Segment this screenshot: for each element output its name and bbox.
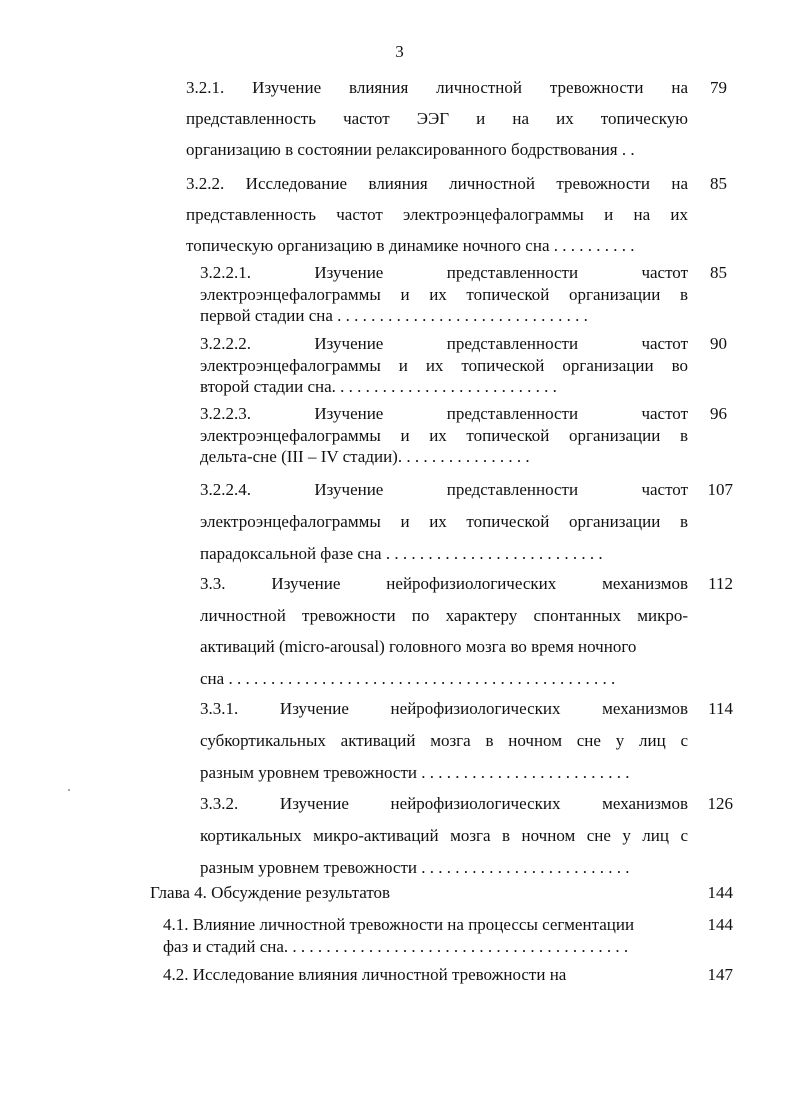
toc-entry-page: 90: [710, 334, 727, 353]
toc-entry-line: 4.1. Влияние личностной тревожности на процессы сегментации: [163, 915, 635, 934]
toc-entry: [200, 788, 733, 884]
toc-entry-line: разным уровнем тревожности . . . . . . . . . . . . . . . . . . . . . . . . .: [200, 763, 630, 782]
toc-entry: [186, 168, 727, 261]
toc-entry-line: дельта-сне (III – IV стадии). . . . . . . . . . . . . . . .: [200, 447, 530, 466]
toc-entry-line: электроэнцефалограммы и их топической организации в: [200, 512, 688, 531]
toc-entry-line: сна . . . . . . . . . . . . . . . . . . . . . . . . . . . . . . . . . . . . . . . . . . . . . .: [200, 668, 616, 688]
toc-entry: [163, 964, 733, 986]
toc-entry-page: 107: [707, 480, 733, 499]
toc-entry-line: кортикальных микро-активаций мозга в ночном сне у лиц с: [200, 826, 688, 845]
toc-entry-line: субкортикальных активаций мозга в ночном сне у лиц с: [200, 731, 688, 750]
toc-entry: [200, 333, 727, 398]
toc-entry-line: 3.2.2. Исследование влияния личностной тревожности на: [186, 174, 688, 193]
toc-entry-title: [163, 914, 683, 957]
toc-entry: [200, 568, 733, 694]
toc-entry-page: 112: [708, 574, 733, 593]
toc-entry-line: разным уровнем тревожности . . . . . . . . . . . . . . . . . . . . . . . . .: [200, 858, 630, 877]
toc-entry-page: 114: [708, 699, 733, 718]
toc-entry-line: топическую организацию в динамике ночного сна . . . . . . . . . .: [186, 236, 635, 255]
toc-entry-title: [186, 168, 688, 261]
toc-entry-page: 85: [710, 174, 727, 193]
toc-entry-page: 96: [710, 404, 727, 423]
scan-speck: [68, 789, 70, 791]
toc-entry-line: личностной тревожности по характеру спонтанных микро-: [200, 605, 688, 625]
toc-entry-title: [200, 693, 688, 789]
toc-entry: [200, 262, 727, 327]
toc-entry-page: 85: [710, 263, 727, 282]
toc-entry-title: [186, 72, 688, 165]
toc-entry-line: Глава 4. Обсуждение результатов: [150, 883, 391, 902]
toc-entry-page: 79: [710, 78, 727, 97]
toc-entry-page: 144: [707, 915, 733, 934]
toc-entry-line: 3.2.2.3. Изучение представленности частот: [200, 404, 688, 423]
toc-entry-line: представленность частот электроэнцефалограммы и на их: [186, 205, 688, 224]
toc-entry-page: 147: [707, 965, 733, 984]
toc-entry-line: 3.2.2.1. Изучение представленности частот: [200, 263, 688, 282]
toc-entry-line: 3.2.2.2. Изучение представленности частот: [200, 334, 688, 353]
toc-entry-title: [200, 403, 688, 468]
toc-entry: [163, 914, 733, 957]
toc-entry-page: 144: [707, 883, 733, 902]
toc-entry-title: [200, 262, 688, 327]
toc-entry-title: [200, 474, 688, 570]
toc-entry: [200, 474, 733, 570]
toc-entry: [186, 72, 727, 165]
toc-entry-title: [150, 882, 690, 904]
toc-entry-title: [200, 568, 688, 694]
toc-entry: [200, 693, 733, 789]
toc-entry-line: 3.3.1. Изучение нейрофизиологических механизмов: [200, 699, 688, 718]
toc-entry-line: электроэнцефалограммы и их топической организации в: [200, 425, 688, 445]
toc-entry-line: второй стадии сна. . . . . . . . . . . . . . . . . . . . . . . . . . .: [200, 377, 557, 396]
toc-entry-title: [200, 788, 688, 884]
toc-entry: [150, 882, 733, 904]
toc-entry-line: 3.3.2. Изучение нейрофизиологических механизмов: [200, 794, 688, 813]
toc-entry-title: [200, 333, 688, 398]
toc-entry-line: 3.2.1. Изучение влияния личностной тревожности на: [186, 78, 688, 97]
toc-entry-line: 3.3. Изучение нейрофизиологических механизмов: [200, 574, 688, 593]
toc-entry-line: организацию в состоянии релаксированного бодрствования . .: [186, 140, 635, 159]
toc-entry-line: электроэнцефалограммы и их топической организации во: [200, 355, 688, 375]
page-number: 3: [395, 42, 404, 61]
toc-entry-line: представленность частот ЭЭГ и на их топическую: [186, 109, 688, 128]
toc-entry-line: активаций (micro-arousal) головного мозга во время ночного: [200, 637, 637, 656]
toc-entry-line: 3.2.2.4. Изучение представленности частот: [200, 480, 688, 499]
toc-entry-title: [163, 964, 683, 986]
toc-entry-line: 4.2. Исследование влияния личностной тревожности на: [163, 965, 567, 984]
toc-entry-line: первой стадии сна . . . . . . . . . . . . . . . . . . . . . . . . . . . . . .: [200, 306, 588, 325]
toc-entry-page: 126: [707, 794, 733, 813]
toc-entry-line: фаз и стадий сна. . . . . . . . . . . . . . . . . . . . . . . . . . . . . . . . . . . . . . . . .: [163, 936, 629, 956]
toc-entry-line: парадоксальной фазе сна . . . . . . . . . . . . . . . . . . . . . . . . . .: [200, 544, 603, 563]
toc-entry-line: электроэнцефалограммы и их топической организации в: [200, 284, 688, 304]
toc-entry: [200, 403, 727, 468]
